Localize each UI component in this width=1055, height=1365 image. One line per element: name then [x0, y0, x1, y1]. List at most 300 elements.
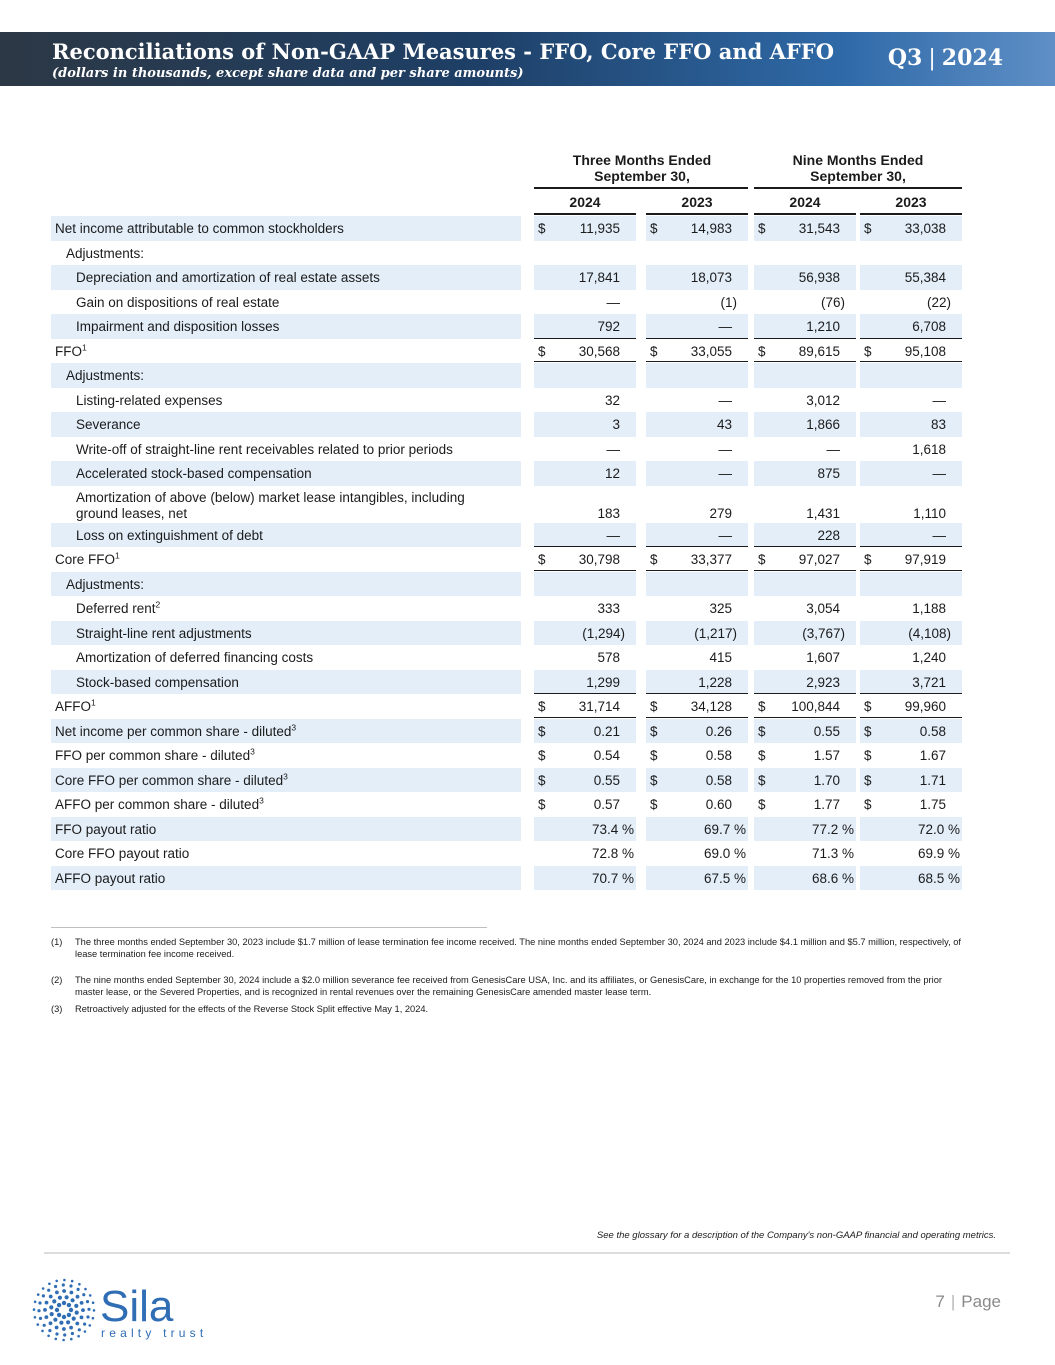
row-label-text: Core FFO: [55, 552, 116, 567]
footnote-marker: 1: [91, 697, 96, 708]
value-cell: [646, 363, 748, 388]
currency-symbol: $: [650, 797, 658, 812]
logo-dot: [63, 1333, 66, 1336]
value-cell: [860, 743, 962, 768]
cell-value: 33,055: [690, 343, 732, 359]
cell-shade: [646, 670, 748, 695]
logo-dot: [63, 1279, 66, 1282]
value-cell: [754, 412, 856, 437]
cell-value: —: [718, 392, 732, 408]
row-label: [55, 871, 165, 887]
cell-value: 68.5 %: [917, 870, 960, 886]
logo-dot: [67, 1303, 71, 1307]
logo-dot: [93, 1309, 96, 1312]
currency-symbol: $: [758, 772, 766, 788]
cell-value: 3,012: [806, 392, 840, 408]
table-row: [51, 461, 962, 486]
year-header: 2023: [895, 194, 927, 210]
value-cell: [534, 339, 636, 364]
year-underline: [860, 213, 962, 215]
footnote-number: (2): [51, 975, 63, 985]
value-cell: [754, 523, 856, 548]
cell-value: 43: [716, 417, 732, 432]
row-label-text: Amortization of deferred financing costs: [76, 650, 314, 665]
logo-dot: [42, 1287, 45, 1290]
cell-value: 83: [930, 417, 946, 432]
value-cell: [646, 241, 748, 266]
row-label: [55, 846, 189, 862]
currency-symbol: $: [538, 797, 546, 812]
table-row: [51, 866, 962, 891]
value-cell: [860, 547, 962, 572]
value-cell: [534, 314, 636, 339]
logo-dot: [57, 1313, 61, 1317]
cell-value: 0.58: [705, 748, 732, 763]
logo-dot: [86, 1300, 89, 1303]
cell-value: (76): [820, 294, 845, 310]
row-label: [76, 626, 252, 642]
cell-value: 1.67: [919, 748, 946, 763]
cell-value: 70.7 %: [591, 870, 634, 886]
logo-dot: [55, 1308, 59, 1312]
logo-dot: [55, 1326, 59, 1330]
cell-value: 2,923: [806, 674, 840, 690]
cell-value: 100,844: [791, 699, 840, 714]
cell-value: 1,431: [806, 505, 840, 521]
currency-symbol: $: [538, 552, 546, 567]
cell-shade: [754, 768, 856, 793]
logo-dot: [71, 1332, 74, 1335]
cell-value: 34,128: [690, 699, 732, 714]
cell-value: 6,708: [912, 319, 946, 334]
value-cell: [646, 645, 748, 670]
value-cell: [860, 596, 962, 621]
year: 2024: [941, 45, 1003, 71]
logo-dot: [74, 1304, 78, 1308]
cell-value: 1,210: [806, 319, 840, 334]
row-label: [55, 822, 156, 838]
cell-shade: [860, 768, 962, 793]
cell-shade: [534, 719, 636, 744]
row-label-text: Net income per common share - diluted: [55, 723, 292, 739]
logo-dot: [49, 1321, 53, 1325]
logo-dot: [62, 1315, 66, 1319]
value-cell: [646, 694, 748, 719]
value-cell: [534, 363, 636, 388]
row-label-text: AFFO per common share - diluted: [55, 797, 260, 812]
value-cell: [860, 290, 962, 315]
logo-dot: [48, 1283, 51, 1286]
cell-shade: [754, 523, 856, 548]
value-cell: [860, 572, 962, 597]
logo-dot: [55, 1332, 58, 1335]
logo-dot: [62, 1327, 66, 1331]
footnote-text: Retroactively adjusted for the effects of the Reverse Stock Split effective May 1, 2024.: [75, 1004, 429, 1014]
cell-value: 72.0 %: [917, 821, 960, 837]
currency-symbol: $: [650, 772, 658, 788]
cell-value: (1): [720, 294, 737, 310]
currency-symbol: $: [758, 699, 766, 714]
value-cell: [534, 461, 636, 486]
row-label: [55, 344, 87, 360]
cell-value: 33,038: [904, 221, 946, 236]
value-cell: [754, 768, 856, 793]
logo-dot: [52, 1299, 56, 1303]
value-cell: [534, 265, 636, 290]
value-cell: [860, 339, 962, 364]
sila-logo: [32, 1275, 212, 1345]
cell-shade: [754, 670, 856, 695]
value-cell: [754, 241, 856, 266]
group-header-text: Nine Months Ended September 30,: [792, 152, 924, 184]
value-cell: [754, 290, 856, 315]
logo-dot: [62, 1339, 65, 1342]
cell-value: 0.57: [593, 797, 620, 812]
cell-value: (3,767): [802, 625, 845, 641]
value-cell: [534, 719, 636, 744]
cell-value: 77.2 %: [811, 821, 854, 837]
table-row: [51, 437, 962, 462]
value-cell: [860, 412, 962, 437]
logo-dot: [80, 1316, 84, 1320]
logo-dot: [84, 1330, 87, 1333]
table-row: [51, 216, 962, 241]
value-cell: [754, 670, 856, 695]
logo-dot: [80, 1301, 84, 1305]
row-label: [55, 552, 120, 568]
value-cell: [534, 694, 636, 719]
value-cell: [860, 768, 962, 793]
footnote-number: (1): [51, 937, 63, 947]
logo-dot: [82, 1293, 85, 1296]
logo-dot: [62, 1283, 65, 1286]
cell-shade: [860, 363, 962, 388]
value-cell: [646, 339, 748, 364]
value-cell: [754, 216, 856, 241]
currency-symbol: $: [650, 343, 658, 359]
value-cell: [646, 670, 748, 695]
cell-value: 71.3 %: [811, 846, 854, 861]
value-cell: [534, 841, 636, 866]
value-cell: [860, 670, 962, 695]
logo-dot: [70, 1291, 74, 1295]
value-cell: [646, 817, 748, 842]
currency-symbol: $: [864, 699, 872, 714]
value-cell: [860, 694, 962, 719]
value-cell: [860, 216, 962, 241]
logo-dot: [55, 1280, 58, 1283]
currency-symbol: $: [538, 723, 546, 739]
table-row: [51, 241, 962, 266]
cell-shade: [860, 670, 962, 695]
logo-dot: [43, 1324, 46, 1327]
cell-value: 12: [604, 466, 620, 481]
cell-shade: [534, 461, 636, 486]
value-cell: [534, 290, 636, 315]
cell-value: (1,294): [582, 625, 625, 641]
table-row: [51, 719, 962, 744]
cell-value: 1.77: [813, 797, 840, 812]
currency-symbol: $: [538, 772, 546, 788]
row-label: [66, 246, 144, 262]
table-row: [51, 523, 962, 548]
cell-value: 33,377: [690, 552, 732, 567]
value-cell: [754, 841, 856, 866]
row-label: [55, 724, 296, 740]
row-label-text: Adjustments:: [66, 245, 145, 261]
cell-value: 0.26: [705, 723, 732, 739]
value-cell: [860, 314, 962, 339]
value-cell: [534, 437, 636, 462]
table-row: [51, 388, 962, 413]
cell-value: 69.7 %: [703, 821, 746, 837]
cell-shade: [860, 719, 962, 744]
value-cell: [646, 437, 748, 462]
row-label-text: Adjustments:: [66, 368, 145, 383]
cell-value: 3,721: [912, 674, 946, 690]
cell-value: —: [932, 466, 946, 481]
page-number: 7 | Page: [935, 1292, 1001, 1311]
logo-dot: [78, 1328, 81, 1331]
row-label-text: Adjustments:: [66, 576, 145, 592]
logo-dot: [47, 1289, 50, 1292]
value-cell: [646, 290, 748, 315]
cell-value: 31,543: [798, 221, 840, 236]
group-underline: [754, 187, 962, 189]
value-cell: [646, 572, 748, 597]
table-row: [51, 314, 962, 339]
value-cell: [534, 866, 636, 891]
logo-dot: [62, 1289, 66, 1293]
logo-dot: [72, 1317, 76, 1321]
row-label: [76, 393, 222, 409]
cell-shade: [534, 572, 636, 597]
cell-shade: [534, 363, 636, 388]
value-cell: [754, 547, 856, 572]
logo-dot: [81, 1308, 85, 1312]
row-label: [76, 675, 239, 691]
value-cell: [860, 461, 962, 486]
value-cell: [754, 437, 856, 462]
cell-value: —: [826, 441, 840, 457]
cell-value: 792: [597, 319, 620, 334]
cell-value: 97,027: [798, 552, 840, 567]
value-cell: [534, 216, 636, 241]
value-cell: [860, 841, 962, 866]
value-cell: [534, 768, 636, 793]
cell-value: 3: [612, 417, 620, 432]
value-cell: [646, 523, 748, 548]
logo-dot: [92, 1317, 95, 1320]
value-cell: [646, 314, 748, 339]
value-cell: [534, 621, 636, 646]
table-row: [51, 290, 962, 315]
cell-shade: [534, 314, 636, 339]
cell-value: 17,841: [578, 270, 620, 285]
logo-dot: [42, 1294, 45, 1297]
cell-value: —: [932, 527, 946, 543]
cell-shade: [860, 412, 962, 437]
row-label-text: FFO payout ratio: [55, 821, 157, 837]
logo-dot: [37, 1293, 40, 1296]
year-header: 2024: [569, 194, 601, 210]
value-cell: [646, 412, 748, 437]
logo-dot: [37, 1323, 40, 1326]
table-row: [51, 792, 962, 817]
group-header-nine-months: [754, 152, 962, 184]
row-label: [76, 466, 312, 482]
cell-value: 415: [709, 650, 732, 665]
value-cell: [754, 694, 856, 719]
row-label-text: Net income attributable to common stockholders: [55, 221, 344, 236]
cell-value: 95,108: [904, 343, 946, 359]
value-cell: [754, 339, 856, 364]
sunburst-icon: [32, 1275, 212, 1345]
table-row: [51, 621, 962, 646]
cell-value: 69.0 %: [703, 846, 746, 861]
row-label: [76, 490, 465, 522]
logo-dot: [89, 1294, 92, 1297]
cell-value: 73.4 %: [591, 821, 634, 837]
row-label-text: FFO: [55, 343, 82, 359]
row-label: [76, 528, 263, 544]
logo-dot: [92, 1301, 95, 1304]
footnote: [51, 937, 961, 960]
value-cell: [860, 241, 962, 266]
logo-dot: [54, 1285, 57, 1288]
cell-value: 99,960: [904, 699, 946, 714]
row-label-text: Accelerated stock-based compensation: [76, 466, 312, 481]
cell-shade: [646, 719, 748, 744]
logo-dot: [55, 1291, 59, 1295]
footnote-marker: 3: [259, 795, 264, 806]
cell-value: —: [718, 319, 732, 334]
cell-value: 1,299: [586, 674, 620, 690]
cell-shade: [646, 314, 748, 339]
row-label: [76, 295, 279, 311]
glossary-note: See the glossary for a description of the Company's non-GAAP financial and operating metrics.: [596, 1230, 996, 1241]
logo-dot: [41, 1330, 44, 1333]
value-cell: [534, 596, 636, 621]
row-label-text: AFFO: [55, 699, 91, 714]
logo-dot: [34, 1316, 37, 1319]
cell-value: 0.58: [705, 772, 732, 788]
value-cell: [534, 792, 636, 817]
table-row: [51, 412, 962, 437]
cell-value: 1,228: [698, 674, 732, 690]
logo-dot: [50, 1312, 54, 1316]
cell-value: 18,073: [690, 270, 732, 285]
footnote-number: (3): [51, 1004, 63, 1014]
currency-symbol: $: [758, 797, 766, 812]
row-label: [76, 417, 141, 433]
cell-value: 97,919: [904, 552, 946, 567]
table-row: [51, 547, 962, 572]
cell-shade: [534, 412, 636, 437]
row-label-text: Straight-line rent adjustments: [76, 625, 252, 641]
value-cell: [646, 792, 748, 817]
cell-value: 30,568: [578, 343, 620, 359]
footnote-text: The three months ended September 30, 2023 include $1.7 million of lease termination fee income received. The nine months ended September 30, 2024 and 2023 include $4.1 million and $5.7 million, respectively, of lease termination fee income received.: [75, 937, 961, 959]
cell-value: 14,983: [690, 221, 732, 236]
cell-shade: [754, 412, 856, 437]
cell-shade: [754, 461, 856, 486]
cell-value: 31,714: [578, 699, 620, 714]
currency-symbol: $: [864, 221, 872, 236]
value-cell: [646, 743, 748, 768]
row-label-text: AFFO payout ratio: [55, 870, 166, 886]
cell-shade: [754, 719, 856, 744]
cell-value: 1.75: [919, 797, 946, 812]
logo-dot: [77, 1288, 80, 1291]
row-label: [76, 270, 380, 286]
value-cell: [754, 866, 856, 891]
row-label: [66, 577, 144, 593]
page-subtitle: (dollars in thousands, except share data and per share amounts): [52, 66, 524, 81]
currency-symbol: $: [758, 343, 766, 359]
table-row: [51, 694, 962, 719]
logo-tagline: realty trust: [101, 1326, 208, 1340]
value-cell: [646, 461, 748, 486]
currency-symbol: $: [538, 699, 546, 714]
cell-value: 0.60: [705, 797, 732, 812]
row-label: [76, 601, 160, 617]
cell-value: —: [718, 527, 732, 543]
cell-value: 578: [597, 650, 620, 665]
logo-dot: [47, 1335, 50, 1338]
cell-value: 228: [817, 527, 840, 543]
cell-value: 72.8 %: [591, 846, 634, 861]
currency-symbol: $: [538, 221, 546, 236]
value-cell: [754, 461, 856, 486]
value-cell: [754, 621, 856, 646]
value-cell: [860, 621, 962, 646]
logo-dot: [86, 1315, 89, 1318]
footnote-marker: 1: [82, 342, 87, 352]
row-label: [55, 773, 288, 789]
logo-dot: [69, 1308, 73, 1312]
page-title: Reconciliations of Non-GAAP Measures - FFO, Core FFO and AFFO: [52, 39, 834, 64]
cell-shade: [860, 572, 962, 597]
cell-value: 89,615: [798, 343, 840, 359]
logo-dot: [71, 1280, 74, 1283]
cell-value: 1,607: [806, 650, 840, 665]
value-cell: [754, 388, 856, 413]
cell-value: 875: [817, 466, 840, 481]
cell-value: 1.70: [813, 772, 840, 788]
page-number-value: 7: [935, 1292, 945, 1311]
table-row: [51, 743, 962, 768]
logo-dot: [39, 1317, 42, 1320]
cell-shade: [860, 523, 962, 548]
currency-symbol: $: [758, 723, 766, 739]
logo-dot: [34, 1301, 37, 1304]
logo-dot: [87, 1308, 90, 1311]
value-cell: [534, 743, 636, 768]
value-cell: [534, 523, 636, 548]
cell-value: 1,188: [912, 601, 946, 616]
cell-value: 0.54: [593, 748, 620, 763]
footnote: [51, 975, 961, 998]
logo-wordmark: Sila: [100, 1282, 174, 1331]
currency-symbol: $: [650, 699, 658, 714]
row-label-text: Core FFO payout ratio: [55, 846, 190, 861]
cell-value: 56,938: [798, 270, 840, 285]
value-cell: [534, 388, 636, 413]
table-row: [51, 486, 962, 523]
cell-value: —: [606, 294, 620, 310]
row-label: [55, 797, 264, 813]
